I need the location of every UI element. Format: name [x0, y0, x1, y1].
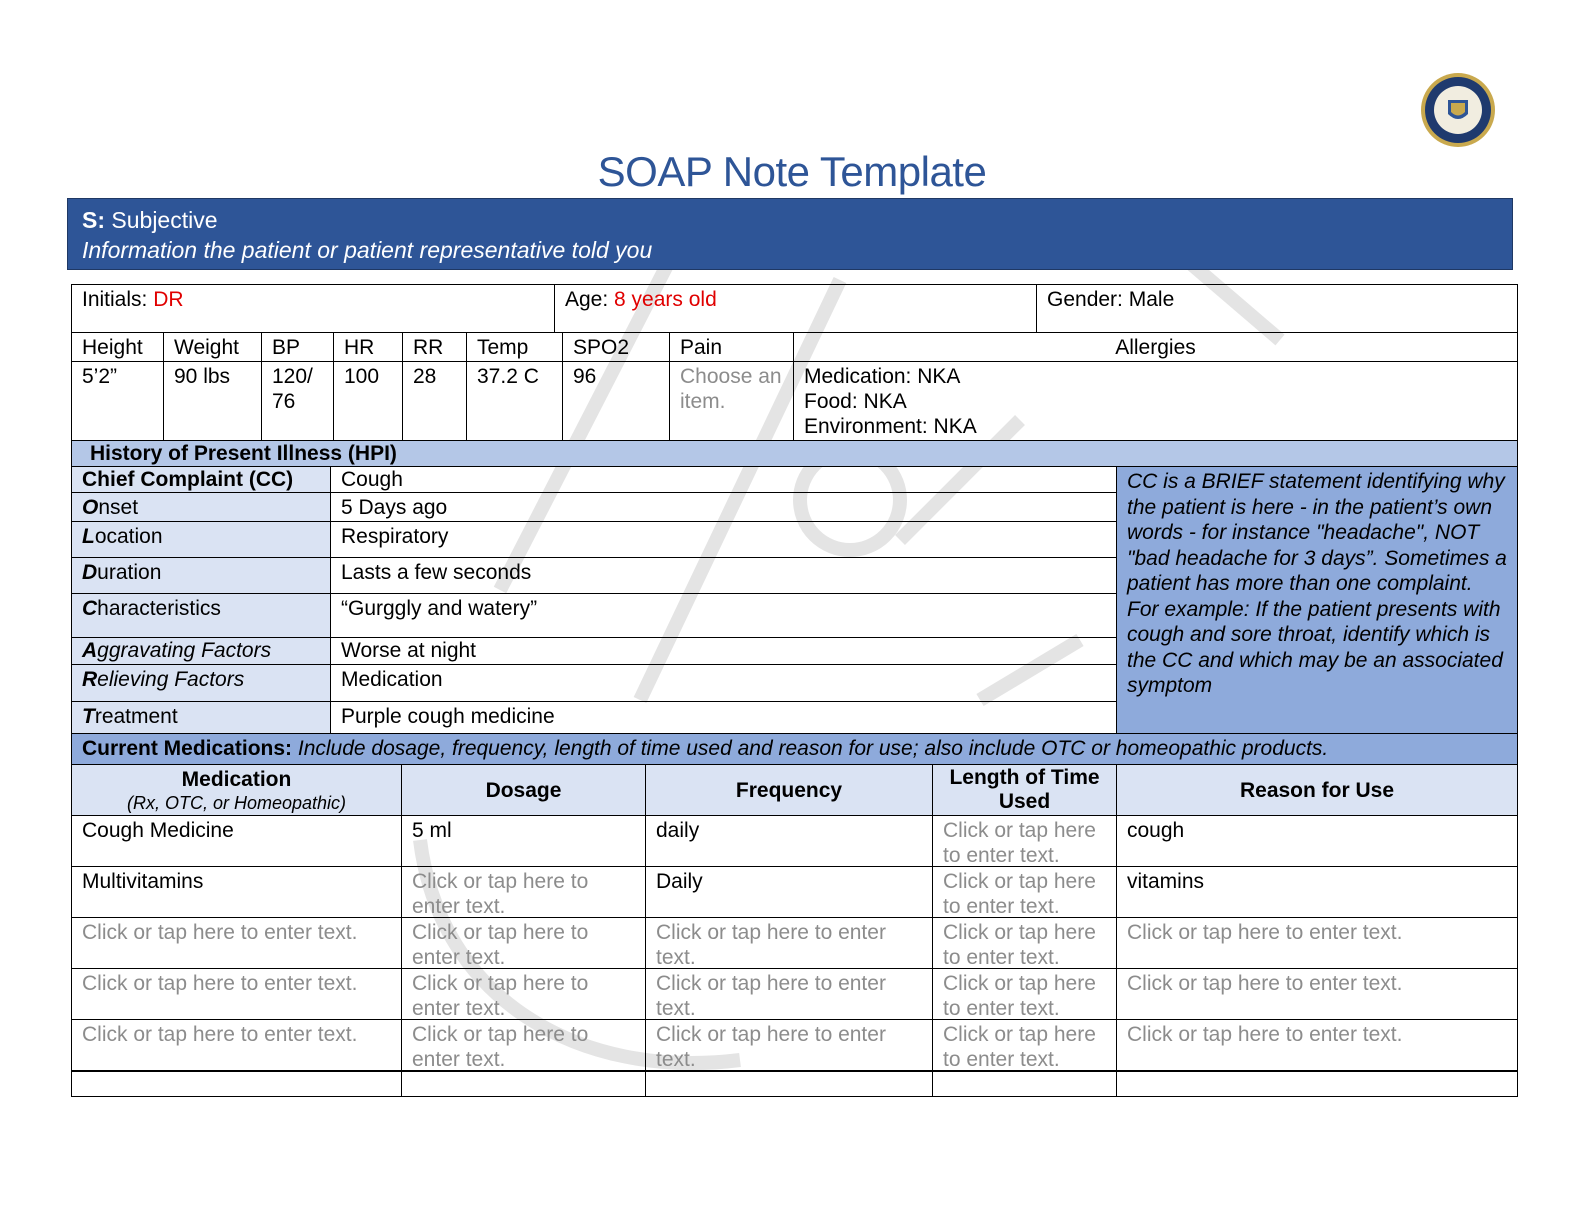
hpi-value-duration[interactable]: Lasts a few seconds	[330, 557, 1117, 594]
initials-field[interactable]	[71, 284, 555, 333]
university-seal-icon	[1420, 72, 1496, 148]
med-empty-cell[interactable]	[401, 1071, 646, 1097]
med-cell-dosage[interactable]: Click or tap here to enter text.	[401, 866, 646, 918]
med-cell-frequency[interactable]: Click or tap here to enter text.	[645, 1019, 933, 1071]
section-name: Subjective	[111, 207, 218, 233]
cc-label: Chief Complaint (CC)	[71, 466, 331, 493]
treatment-rest: reatment	[94, 705, 178, 728]
col-header-reason: Reason for Use	[1116, 764, 1518, 816]
vital-header-allergies: Allergies	[793, 332, 1518, 362]
vital-spo2-value[interactable]: 96	[562, 361, 670, 441]
vital-weight-value[interactable]: 90 lbs	[163, 361, 262, 441]
age-label: Age:	[565, 288, 609, 311]
col-header-dosage: Dosage	[401, 764, 646, 816]
pain-select[interactable]: Choose an item.	[669, 361, 794, 441]
hpi-label-location	[71, 521, 331, 558]
vital-temp-value[interactable]: 37.2 C	[466, 361, 563, 441]
section-description: Information the patient or patient representative told you	[82, 237, 653, 263]
vital-header-temp: Temp	[466, 332, 563, 362]
duration-initial: D	[82, 561, 98, 584]
med-cell-medication[interactable]: Multivitamins	[71, 866, 402, 918]
hpi-value-characteristics[interactable]: “Gurggly and watery”	[330, 593, 1117, 638]
hpi-label-characteristics	[71, 593, 331, 638]
aggravating-rest: ggravating Factors	[97, 639, 272, 662]
col-header-medication-sub: (Rx, OTC, or Homeopathic)	[126, 792, 347, 813]
med-empty-cell[interactable]	[645, 1071, 933, 1097]
hpi-value-aggravating[interactable]: Worse at night	[330, 637, 1117, 665]
hpi-heading: History of Present Illness (HPI)	[71, 440, 1518, 467]
med-cell-frequency[interactable]: daily	[645, 815, 933, 867]
col-header-medication-label: Medication	[181, 767, 292, 791]
med-cell-frequency[interactable]: Daily	[645, 866, 933, 918]
med-cell-medication[interactable]: Cough Medicine	[71, 815, 402, 867]
section-letter: S:	[82, 207, 105, 233]
col-header-length: Length of Time Used	[932, 764, 1117, 816]
hpi-value-relieving[interactable]: Medication	[330, 664, 1117, 702]
vital-header-rr: RR	[402, 332, 467, 362]
vital-header-spo2: SPO2	[562, 332, 670, 362]
onset-rest: nset	[98, 496, 139, 519]
med-cell-reason[interactable]: Click or tap here to enter text.	[1116, 917, 1518, 969]
vital-header-height: Height	[71, 332, 164, 362]
gender-label: Gender:	[1047, 288, 1123, 311]
med-empty-cell[interactable]	[1116, 1071, 1518, 1097]
med-cell-length[interactable]: Click or tap here to enter text.	[932, 917, 1117, 969]
col-header-medication	[71, 764, 402, 816]
med-cell-length[interactable]: Click or tap here to enter text.	[932, 968, 1117, 1020]
hpi-label-relieving	[71, 664, 331, 702]
med-cell-length[interactable]: Click or tap here to enter text.	[932, 815, 1117, 867]
current-medications-heading	[71, 733, 1518, 765]
med-cell-length[interactable]: Click or tap here to enter text.	[932, 1019, 1117, 1071]
gender-value: Male	[1128, 288, 1175, 311]
gender-field[interactable]	[1036, 284, 1518, 333]
age-value: 8 years old	[614, 288, 717, 311]
med-cell-medication[interactable]: Click or tap here to enter text.	[71, 968, 402, 1020]
vital-header-weight: Weight	[163, 332, 262, 362]
med-cell-dosage[interactable]: Click or tap here to enter text.	[401, 917, 646, 969]
treatment-initial: T	[82, 705, 95, 728]
hpi-label-treatment	[71, 701, 331, 734]
vital-hr-value[interactable]: 100	[333, 361, 403, 441]
vital-height-value[interactable]: 5’2”	[71, 361, 164, 441]
hpi-value-location[interactable]: Respiratory	[330, 521, 1117, 558]
hpi-value-onset[interactable]: 5 Days ago	[330, 492, 1117, 522]
allergy-medication: Medication: NKA	[804, 365, 961, 388]
medications-heading-label: Current Medications:	[82, 737, 293, 760]
subjective-banner	[67, 198, 1513, 270]
hpi-label-duration	[71, 557, 331, 594]
cc-guidance-note: CC is a BRIEF statement identifying why the patient is here - in the patient’s own words - for instance "headache", NOT "bad headache for 3 days”. Sometimes a patient has more than one complaint. For example: If the patient presents with cough and sore throat, identify which is the CC and which may be an associated symptom	[1116, 466, 1518, 734]
initials-value: DR	[153, 288, 184, 311]
hpi-value-treatment[interactable]: Purple cough medicine	[330, 701, 1117, 734]
med-cell-length[interactable]: Click or tap here to enter text.	[932, 866, 1117, 918]
med-cell-reason[interactable]: Click or tap here to enter text.	[1116, 1019, 1518, 1071]
age-field[interactable]	[554, 284, 1037, 333]
col-header-frequency: Frequency	[645, 764, 933, 816]
med-cell-dosage[interactable]: Click or tap here to enter text.	[401, 1019, 646, 1071]
med-cell-medication[interactable]: Click or tap here to enter text.	[71, 1019, 402, 1071]
allergies-value[interactable]	[793, 361, 1518, 441]
med-cell-dosage[interactable]: 5 ml	[401, 815, 646, 867]
med-cell-reason[interactable]: vitamins	[1116, 866, 1518, 918]
vital-header-pain: Pain	[669, 332, 794, 362]
hpi-label-onset	[71, 492, 331, 522]
location-initial: L	[82, 525, 95, 548]
med-cell-frequency[interactable]: Click or tap here to enter text.	[645, 917, 933, 969]
onset-initial: O	[82, 496, 99, 519]
cc-value[interactable]: Cough	[330, 466, 1117, 493]
relieving-initial: R	[82, 668, 98, 691]
vital-rr-value[interactable]: 28	[402, 361, 467, 441]
aggravating-initial: A	[82, 639, 98, 662]
med-cell-dosage[interactable]: Click or tap here to enter text.	[401, 968, 646, 1020]
medications-heading-instructions: Include dosage, frequency, length of time used and reason for use; also include OTC or homeopathic products.	[297, 737, 1329, 760]
page-title: SOAP Note Template	[597, 148, 987, 195]
med-cell-frequency[interactable]: Click or tap here to enter text.	[645, 968, 933, 1020]
duration-rest: uration	[97, 561, 162, 584]
allergy-food: Food: NKA	[804, 390, 907, 413]
vital-header-bp: BP	[261, 332, 334, 362]
initials-label: Initials:	[82, 288, 148, 311]
vital-header-hr: HR	[333, 332, 403, 362]
characteristics-rest: haracteristics	[97, 597, 221, 620]
characteristics-initial: C	[82, 597, 98, 620]
med-empty-cell[interactable]	[932, 1071, 1117, 1097]
hpi-label-aggravating	[71, 637, 331, 665]
med-cell-reason[interactable]: cough	[1116, 815, 1518, 867]
location-rest: ocation	[94, 525, 163, 548]
med-cell-reason[interactable]: Click or tap here to enter text.	[1116, 968, 1518, 1020]
relieving-rest: elieving Factors	[97, 668, 245, 691]
allergy-environment: Environment: NKA	[804, 415, 977, 438]
vital-bp-value[interactable]: 120/ 76	[261, 361, 334, 441]
med-cell-medication[interactable]: Click or tap here to enter text.	[71, 917, 402, 969]
med-empty-cell[interactable]	[71, 1071, 402, 1097]
